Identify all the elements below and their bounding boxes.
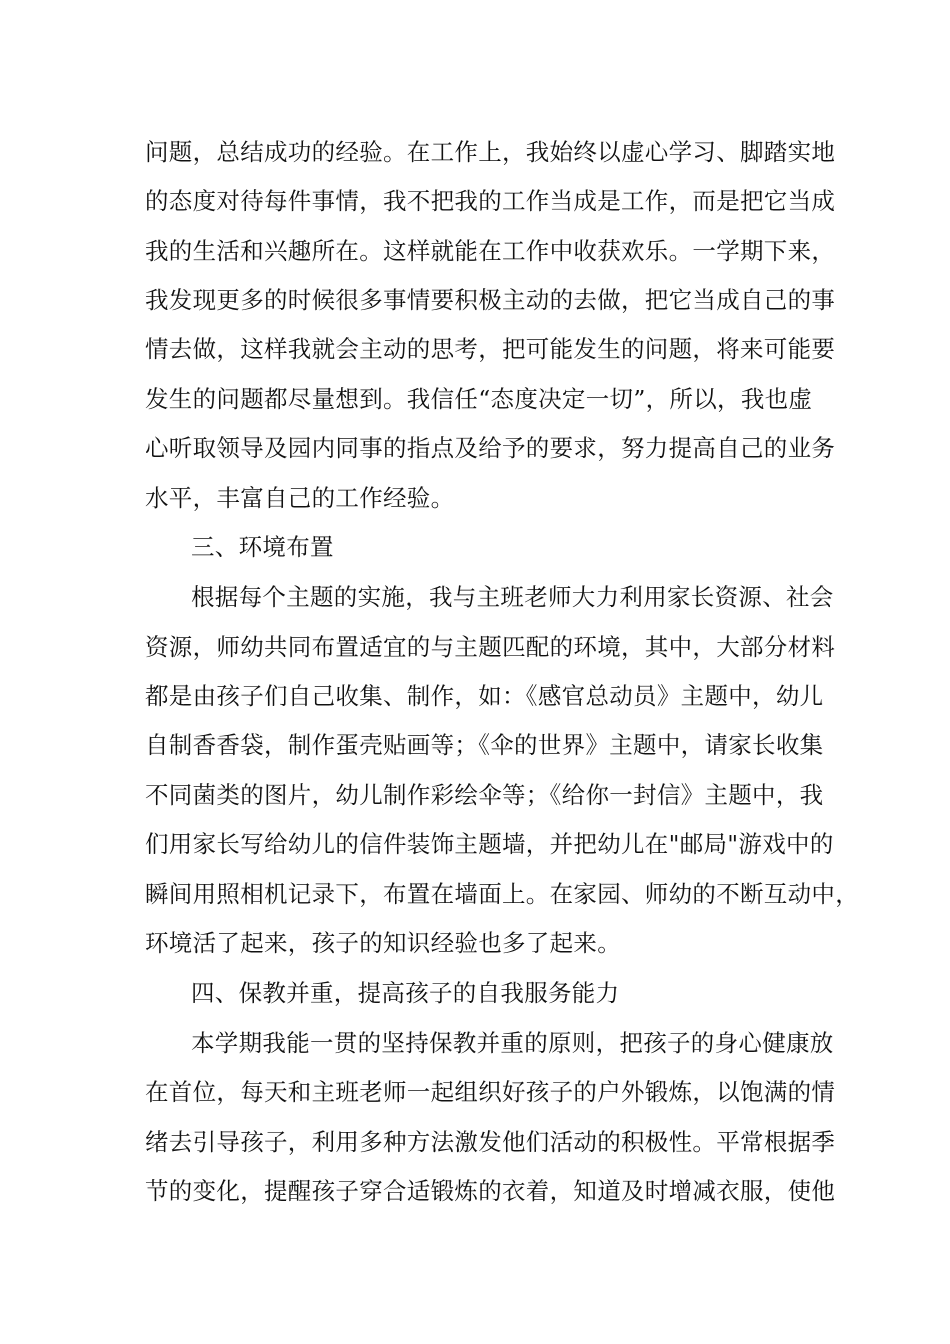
paragraph-line: 我的生活和兴趣所在。这样就能在工作中收获欢乐。一学期下来， (145, 237, 836, 265)
paragraph-line: 发生的问题都尽量想到。我信任“态度决定一切”，所以，我也虚 (145, 385, 813, 413)
paragraph-line: 们用家长写给幼儿的信件装饰主题墙，并把幼儿在"邮局"游戏中的 (145, 830, 834, 858)
section-heading: 三、环境布置 (191, 533, 334, 561)
paragraph-line: 环境活了起来，孩子的知识经验也多了起来。 (145, 929, 621, 957)
paragraph-line: 根据每个主题的实施，我与主班老师大力利用家长资源、社会 (191, 583, 834, 611)
paragraph-line: 问题，总结成功的经验。在工作上，我始终以虚心学习、脚踏实地 (145, 138, 836, 166)
paragraph-line: 心听取领导及园内同事的指点及给予的要求，努力提高自己的业务 (145, 434, 836, 462)
paragraph-line: 瞬间用照相机记录下，布置在墙面上。在家园、师幼的不断互动中， (145, 880, 859, 908)
paragraph-line: 自制香香袋，制作蛋壳贴画等；《伞的世界》主题中，请家长收集 (145, 731, 824, 759)
paragraph-line: 我发现更多的时候很多事情要积极主动的去做，把它当成自己的事 (145, 286, 836, 314)
paragraph-line: 绪去引导孩子，利用多种方法激发他们活动的积极性。平常根据季 (145, 1128, 836, 1156)
paragraph-line: 情去做，这样我就会主动的思考，把可能发生的问题，将来可能要 (145, 335, 836, 363)
paragraph-line: 都是由孩子们自己收集、制作，如：《感官总动员》主题中，幼儿 (145, 682, 824, 710)
paragraph-line: 在首位，每天和主班老师一起组织好孩子的户外锻炼，以饱满的情 (145, 1078, 836, 1106)
paragraph-line: 不同菌类的图片，幼儿制作彩绘伞等；《给你一封信》主题中，我 (145, 781, 824, 809)
paragraph-line: 节的变化，提醒孩子穿合适锻炼的衣着，知道及时增减衣服，使他 (145, 1177, 836, 1205)
paragraph-line: 的态度对待每件事情，我不把我的工作当成是工作，而是把它当成 (145, 187, 836, 215)
paragraph-line: 水平，丰富自己的工作经验。 (145, 484, 455, 512)
paragraph-line: 本学期我能一贯的坚持保教并重的原则，把孩子的身心健康放 (191, 1029, 834, 1057)
section-heading: 四、保教并重，提高孩子的自我服务能力 (191, 979, 620, 1007)
paragraph-line: 资源，师幼共同布置适宜的与主题匹配的环境，其中，大部分材料 (145, 633, 836, 661)
